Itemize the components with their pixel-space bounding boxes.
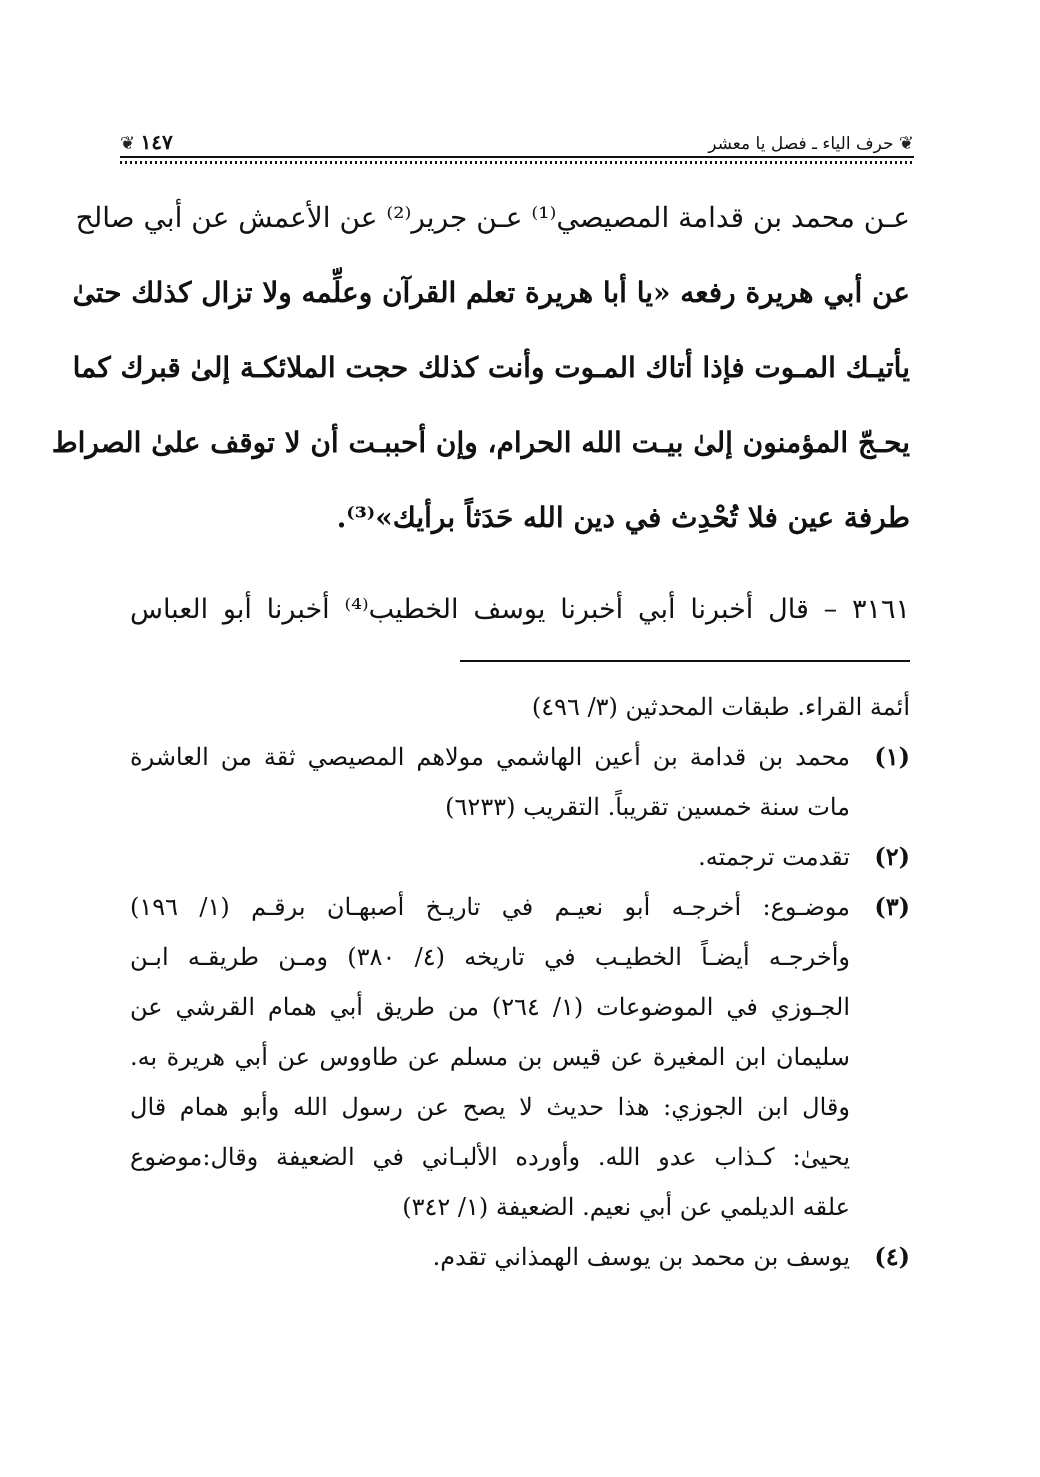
running-title-text: حرف الياء ـ فصل يا معشر <box>708 134 894 154</box>
header-rule <box>120 156 914 166</box>
page-number-text: ١٤٧ <box>140 130 173 154</box>
footnote-body <box>130 882 850 1232</box>
footnote-3 <box>130 882 910 1232</box>
main-line: عن أبي هريرة رفعه «يا أبا هريرة تعلم القرآن وعلِّمه ولا تزال كذلك حتىٰ <box>72 276 910 309</box>
footnote-line: محمد بن قدامة بن أعين الهاشمي مولاهم المصيصي ثقة من العاشرة <box>130 743 850 771</box>
footnote-continued: أئمة القراء. طبقات المحدثين (٣/ ٤٩٦) <box>531 693 910 721</box>
footnote-line: الجـوزي في الموضوعات (١/ ٢٦٤) من طريق أبي همام القرشي عن <box>130 993 851 1021</box>
main-line: طرفة عين فلا تُحْدِث في دين الله حَدَثاً برأيك»⁽³⁾. <box>336 501 910 534</box>
footnote-line: مات سنة خمسين تقريباً. التقريب (٦٢٣٣) <box>445 793 850 821</box>
footnote-line: وقال ابن الجوزي: هذا حديث لا يصح عن رسول الله وأبو همام قال <box>130 1093 850 1121</box>
footnote-line: سليمان ابن المغيرة عن قيس بن مسلم عن طاووس عن أبي هريرة به. <box>130 1043 850 1071</box>
footnote-number: (١) <box>874 742 910 771</box>
footnote-line: علقه الديلمي عن أبي نعيم. الضعيفة (١/ ٣٤٢) <box>402 1193 850 1221</box>
main-text <box>51 180 910 555</box>
footnote-number: (٤) <box>874 1242 910 1271</box>
footnote-number: (٢) <box>874 842 910 871</box>
footnote-number: (٣) <box>874 892 910 921</box>
main-line: عـن محمد بن قدامة المصيصي⁽¹⁾ عـن جرير⁽²⁾ عن الأعمش عن أبي صالح <box>75 201 910 234</box>
main-line: يأتيـك المـوت فإذا أتاك المـوت وأنت كذلك حجت الملائكـة إلىٰ قبرك كما <box>72 351 910 384</box>
footnote-line: تقدمت ترجمته. <box>698 843 850 871</box>
footnote-line: يحيىٰ: كـذاب عدو الله. وأورده الألبـاني في الضعيفة وقال:موضوع <box>130 1143 850 1171</box>
footnote-1 <box>130 732 910 832</box>
footnote-line: يوسف بن محمد بن يوسف الهمذاني تقدم. <box>432 1243 850 1271</box>
hadith-paragraph <box>130 585 910 635</box>
ornament-right-icon: ❦ <box>898 133 914 154</box>
running-title <box>708 133 914 154</box>
page-header <box>120 128 914 154</box>
footnote-separator <box>460 660 910 662</box>
footnotes <box>130 682 910 1282</box>
footnote-line: وأخرجـه أيضـاً الخطيـب في تاريخه (٤/ ٣٨٠) ومـن طريقـه ابـن <box>130 943 851 971</box>
footnote-2 <box>130 832 910 882</box>
footnote-body <box>130 1232 850 1282</box>
hadith-line: ٣١٦١ – قال أخبرنا أبي أخبرنا يوسف الخطيب⁽⁴⁾ أخبرنا أبو العباس <box>130 594 910 625</box>
footnote-body <box>130 732 850 832</box>
footnote-4 <box>130 1232 910 1282</box>
main-line: يحـجّ المؤمنون إلىٰ بيـت الله الحرام، وإن أحببـت أن لا توقف علىٰ الصراط <box>51 426 910 459</box>
footnote-body <box>130 832 850 882</box>
ornament-left-icon: ❦ <box>120 133 136 154</box>
page-number <box>120 130 173 154</box>
footnote-line: موضـوع: أخرجـه أبو نعيـم في تاريـخ أصبهـان برقـم (١/ ١٩٦) <box>130 893 850 921</box>
